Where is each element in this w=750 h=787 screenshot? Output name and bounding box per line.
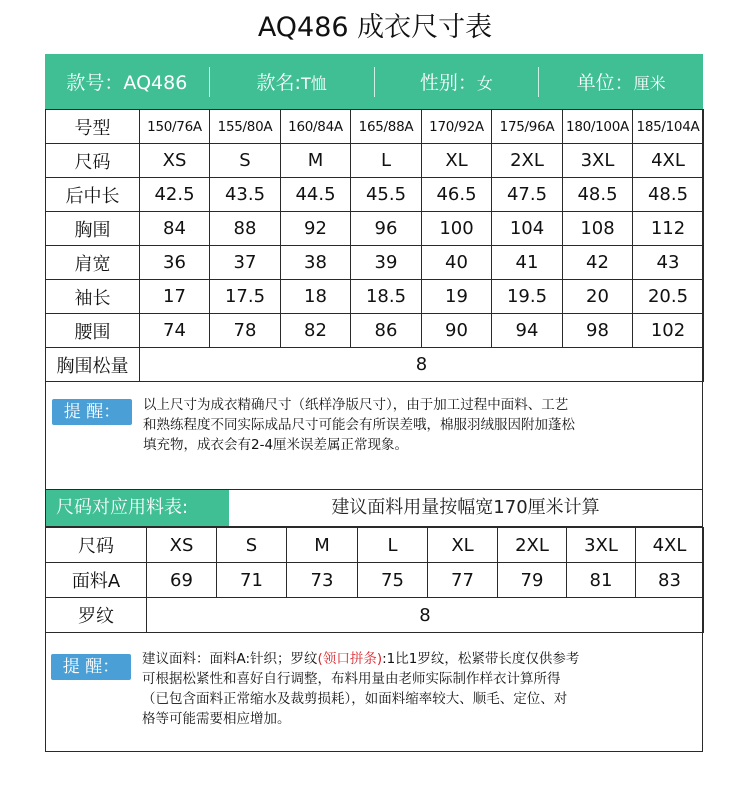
fabric-size-row (46, 528, 704, 563)
style-number (45, 68, 209, 95)
style-name (210, 68, 374, 95)
reminder-text-2 (142, 649, 579, 729)
row-label: 号型 (46, 110, 140, 144)
table-cell: 98 (563, 314, 633, 348)
table-cell: 20.5 (633, 280, 704, 314)
table-cell: 18 (281, 280, 351, 314)
row-label: 胸围 (46, 212, 140, 246)
note-line: 可根据松紧性和喜好自行调整，布料用量由老师实际制作样衣计算所得 (142, 671, 561, 687)
table-cell: 46.5 (422, 178, 492, 212)
table-cell: 150/76A (140, 110, 210, 144)
table-cell: 81 (567, 563, 636, 598)
table-cell: 44.5 (281, 178, 351, 212)
reminder-badge: 提 醒： (51, 654, 131, 680)
table-cell: 74 (140, 314, 210, 348)
table-cell: 90 (422, 314, 492, 348)
table-cell: 17 (140, 280, 210, 314)
table-cell: 42.5 (140, 178, 210, 212)
table-cell: 71 (217, 563, 287, 598)
table-cell: 73 (287, 563, 358, 598)
table-cell: 100 (422, 212, 492, 246)
note-line: 和熟练程度不同实际成品尺寸可能会有所误差哦，棉服羽绒服因附加蓬松 (143, 417, 575, 433)
collar-strip-highlight: (领口拼条) (317, 651, 383, 667)
table-cell: 48.5 (633, 178, 704, 212)
note-text-span: 建议面料：面料A:针织；罗纹 (142, 651, 318, 667)
table-cell: 86 (351, 314, 422, 348)
table-cell: 83 (636, 563, 704, 598)
reminder-text-1 (143, 395, 575, 455)
table-cell: 88 (210, 212, 281, 246)
fabric-table-title: 尺码对应用料表: (46, 490, 229, 526)
row-label: 尺码 (46, 144, 140, 178)
reminder-badge: 提 醒： (52, 399, 132, 425)
table-cell: 92 (281, 212, 351, 246)
row-label: 胸围松量 (46, 348, 140, 382)
table-cell: L (351, 144, 422, 178)
note-line: 以上尺寸为成衣精确尺寸（纸样净版尺寸），由于加工过程中面料、工艺 (143, 397, 569, 413)
info-header-bar (45, 54, 703, 109)
table-cell: 155/80A (210, 110, 281, 144)
reminder-note-2 (45, 629, 703, 752)
gender-label: 性别： (419, 72, 477, 94)
table-cell: 39 (351, 246, 422, 280)
size-row (46, 314, 704, 348)
table-cell: 108 (563, 212, 633, 246)
row-label: 后中长 (46, 178, 140, 212)
style-name-label: 款名: (256, 72, 301, 94)
table-cell: 69 (147, 563, 217, 598)
table-cell: 43.5 (210, 178, 281, 212)
table-cell: 37 (210, 246, 281, 280)
gender-value: 女 (476, 74, 493, 93)
table-cell: 82 (281, 314, 351, 348)
table-cell: 19 (422, 280, 492, 314)
style-name-value: T恤 (300, 74, 327, 93)
ease-row (46, 348, 704, 382)
table-cell: 160/84A (281, 110, 351, 144)
table-cell: 43 (633, 246, 704, 280)
table-cell: 38 (281, 246, 351, 280)
table-cell: 48.5 (563, 178, 633, 212)
size-row (46, 144, 704, 178)
table-cell: 84 (140, 212, 210, 246)
table-cell: 78 (210, 314, 281, 348)
table-cell: L (358, 528, 428, 563)
note-line: （已包含面料正常缩水及裁剪损耗），如面料缩率较大、顺毛、定位、对 (142, 691, 568, 707)
table-cell: 41 (492, 246, 563, 280)
table-cell: 112 (633, 212, 704, 246)
table-cell: 2XL (498, 528, 567, 563)
table-cell: 40 (422, 246, 492, 280)
table-cell: 102 (633, 314, 704, 348)
style-number-text: 款号：AQ486 (66, 72, 188, 94)
unit-value: 厘米 (633, 74, 666, 93)
fabric-a-row (46, 563, 704, 598)
table-cell: 36 (140, 246, 210, 280)
fabric-table (45, 527, 704, 633)
size-row (46, 246, 704, 280)
table-cell: 45.5 (351, 178, 422, 212)
size-row (46, 110, 704, 144)
unit-label: 单位： (576, 72, 634, 94)
table-cell: 96 (351, 212, 422, 246)
table-cell: XS (147, 528, 217, 563)
row-label: 罗纹 (46, 598, 147, 633)
fabric-title-bar (45, 489, 703, 527)
table-cell: M (281, 144, 351, 178)
row-label: 袖长 (46, 280, 140, 314)
gender (375, 68, 539, 95)
row-label: 面料A (46, 563, 147, 598)
table-cell: 20 (563, 280, 633, 314)
table-cell: 94 (492, 314, 563, 348)
table-cell: 79 (498, 563, 567, 598)
row-label: 腰围 (46, 314, 140, 348)
table-cell: 185/104A (633, 110, 704, 144)
table-cell: 170/92A (422, 110, 492, 144)
row-label: 肩宽 (46, 246, 140, 280)
table-cell: 104 (492, 212, 563, 246)
table-cell: 4XL (636, 528, 704, 563)
note-text-span: :1比1罗纹，松紧带长度仅供参考 (382, 651, 580, 667)
table-cell: S (210, 144, 281, 178)
unit (539, 68, 703, 95)
size-row (46, 280, 704, 314)
size-row (46, 178, 704, 212)
table-cell: 2XL (492, 144, 563, 178)
note-line: 填充物，成衣会有2-4厘米误差属正常现象。 (143, 437, 409, 453)
table-cell: 18.5 (351, 280, 422, 314)
table-cell: S (217, 528, 287, 563)
rib-row (46, 598, 704, 633)
table-cell: M (287, 528, 358, 563)
table-cell: 3XL (567, 528, 636, 563)
table-cell: 165/88A (351, 110, 422, 144)
note-line (142, 649, 579, 669)
table-cell: XS (140, 144, 210, 178)
table-cell: 75 (358, 563, 428, 598)
table-cell: 4XL (633, 144, 704, 178)
fabric-table-subtitle: 建议面料用量按幅宽170厘米计算 (331, 497, 600, 518)
table-cell: 47.5 (492, 178, 563, 212)
rib-value: 8 (147, 598, 704, 633)
table-cell: 77 (428, 563, 498, 598)
table-cell: XL (428, 528, 498, 563)
reminder-note-1 (45, 381, 703, 490)
size-row (46, 212, 704, 246)
table-cell: 19.5 (492, 280, 563, 314)
table-cell: 3XL (563, 144, 633, 178)
table-cell: 180/100A (563, 110, 633, 144)
ease-value: 8 (140, 348, 704, 382)
row-label: 尺码 (46, 528, 147, 563)
page-title: AQ486 成衣尺寸表 (257, 12, 493, 43)
size-table (45, 109, 704, 382)
table-cell: 42 (563, 246, 633, 280)
note-line: 格等可能需要相应增加。 (142, 711, 291, 727)
table-cell: 175/96A (492, 110, 563, 144)
table-cell: XL (422, 144, 492, 178)
table-cell: 17.5 (210, 280, 281, 314)
